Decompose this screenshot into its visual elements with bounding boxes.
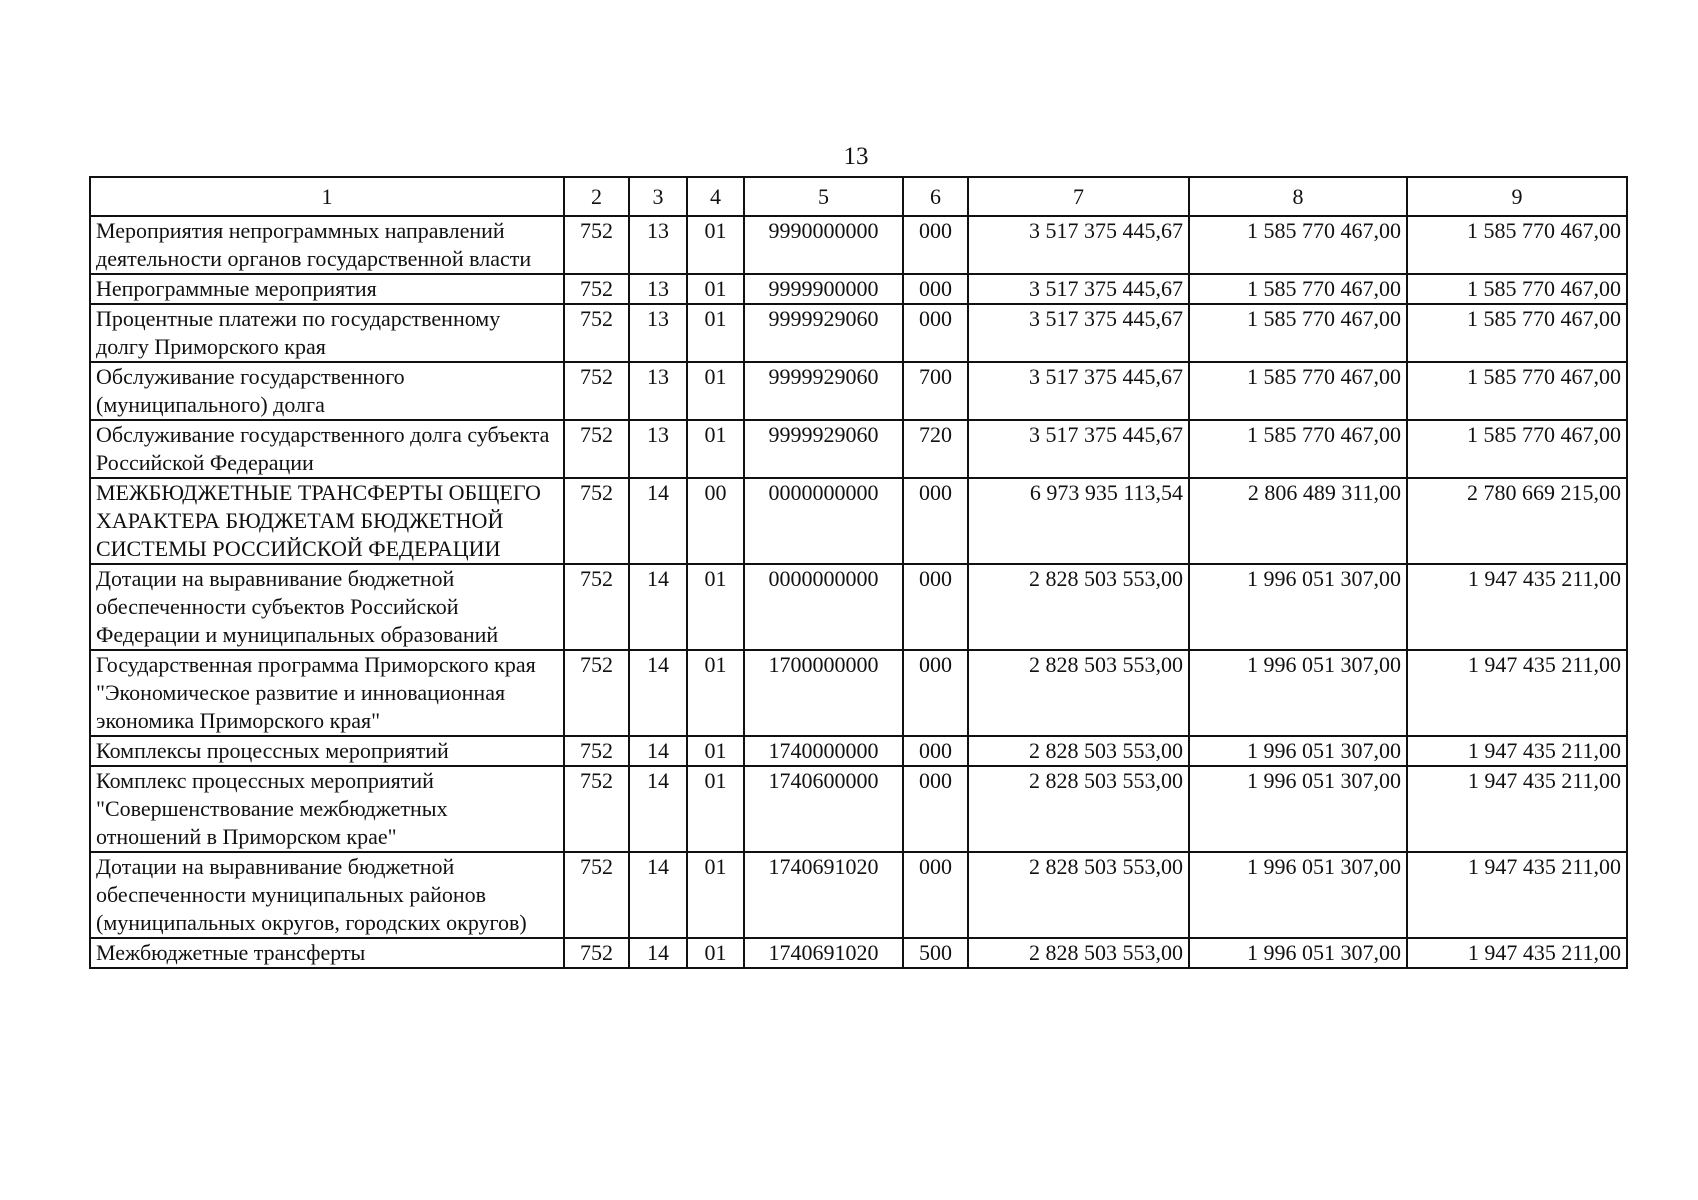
expense-type-cell: 000 xyxy=(903,564,968,650)
amount-col8-cell: 1 585 770 467,00 xyxy=(1189,420,1407,478)
grbs-code-cell: 752 xyxy=(564,304,629,362)
amount-col8-cell: 1 585 770 467,00 xyxy=(1189,216,1407,274)
amount-col8-cell: 2 806 489 311,00 xyxy=(1189,478,1407,564)
amount-col9-cell: 1 585 770 467,00 xyxy=(1407,304,1627,362)
subsection-code-cell: 01 xyxy=(687,852,744,938)
budget-table xyxy=(89,176,1628,969)
section-code-cell: 14 xyxy=(629,478,687,564)
row-name-cell: Обслуживание государственного долга субъекта Российской Федерации xyxy=(90,420,564,478)
row-name-cell: МЕЖБЮДЖЕТНЫЕ ТРАНСФЕРТЫ ОБЩЕГО ХАРАКТЕРА БЮДЖЕТАМ БЮДЖЕТНОЙ СИСТЕМЫ РОССИЙСКОЙ ФЕДЕРАЦИИ xyxy=(90,478,564,564)
amount-col7-cell: 2 828 503 553,00 xyxy=(968,736,1189,766)
grbs-code-cell: 752 xyxy=(564,420,629,478)
expense-type-cell: 000 xyxy=(903,736,968,766)
table-row xyxy=(90,852,1627,938)
table-row xyxy=(90,650,1627,736)
amount-col7-cell: 2 828 503 553,00 xyxy=(968,852,1189,938)
target-article-cell: 9990000000 xyxy=(744,216,903,274)
amount-col9-cell: 1 585 770 467,00 xyxy=(1407,216,1627,274)
page-number: 13 xyxy=(843,143,869,170)
grbs-code-cell: 752 xyxy=(564,736,629,766)
expense-type-cell: 000 xyxy=(903,650,968,736)
amount-col8-cell: 1 996 051 307,00 xyxy=(1189,766,1407,852)
column-header: 9 xyxy=(1407,177,1627,216)
grbs-code-cell: 752 xyxy=(564,650,629,736)
amount-col8-cell: 1 585 770 467,00 xyxy=(1189,274,1407,304)
column-header: 7 xyxy=(968,177,1189,216)
amount-col7-cell: 3 517 375 445,67 xyxy=(968,420,1189,478)
table-body xyxy=(90,216,1627,968)
section-code-cell: 14 xyxy=(629,938,687,968)
amount-col8-cell: 1 585 770 467,00 xyxy=(1189,304,1407,362)
subsection-code-cell: 01 xyxy=(687,274,744,304)
subsection-code-cell: 01 xyxy=(687,564,744,650)
grbs-code-cell: 752 xyxy=(564,564,629,650)
column-header: 1 xyxy=(90,177,564,216)
section-code-cell: 13 xyxy=(629,362,687,420)
grbs-code-cell: 752 xyxy=(564,766,629,852)
column-header: 3 xyxy=(629,177,687,216)
amount-col8-cell: 1 585 770 467,00 xyxy=(1189,362,1407,420)
grbs-code-cell: 752 xyxy=(564,938,629,968)
row-name-cell: Государственная программа Приморского края "Экономическое развитие и инновационная экономика Приморского края" xyxy=(90,650,564,736)
row-name-cell: Мероприятия непрограммных направлений деятельности органов государственной власти xyxy=(90,216,564,274)
amount-col7-cell: 2 828 503 553,00 xyxy=(968,650,1189,736)
target-article-cell: 9999929060 xyxy=(744,420,903,478)
amount-col9-cell: 1 947 435 211,00 xyxy=(1407,938,1627,968)
row-name-cell: Дотации на выравнивание бюджетной обеспеченности субъектов Российской Федерации и муниципальных образований xyxy=(90,564,564,650)
expense-type-cell: 000 xyxy=(903,852,968,938)
subsection-code-cell: 01 xyxy=(687,938,744,968)
row-name-cell: Процентные платежи по государственному долгу Приморского края xyxy=(90,304,564,362)
amount-col9-cell: 1 585 770 467,00 xyxy=(1407,362,1627,420)
row-name-cell: Комплексы процессных мероприятий xyxy=(90,736,564,766)
amount-col8-cell: 1 996 051 307,00 xyxy=(1189,852,1407,938)
amount-col9-cell: 1 947 435 211,00 xyxy=(1407,736,1627,766)
subsection-code-cell: 01 xyxy=(687,650,744,736)
section-code-cell: 13 xyxy=(629,216,687,274)
target-article-cell: 1740600000 xyxy=(744,766,903,852)
amount-col7-cell: 3 517 375 445,67 xyxy=(968,304,1189,362)
expense-type-cell: 000 xyxy=(903,274,968,304)
section-code-cell: 14 xyxy=(629,766,687,852)
grbs-code-cell: 752 xyxy=(564,852,629,938)
amount-col9-cell: 1 585 770 467,00 xyxy=(1407,274,1627,304)
target-article-cell: 9999929060 xyxy=(744,304,903,362)
amount-col7-cell: 2 828 503 553,00 xyxy=(968,938,1189,968)
section-code-cell: 14 xyxy=(629,736,687,766)
expense-type-cell: 000 xyxy=(903,766,968,852)
column-header: 5 xyxy=(744,177,903,216)
amount-col9-cell: 1 585 770 467,00 xyxy=(1407,420,1627,478)
target-article-cell: 1740000000 xyxy=(744,736,903,766)
table-row xyxy=(90,736,1627,766)
expense-type-cell: 000 xyxy=(903,304,968,362)
table-row xyxy=(90,216,1627,274)
header-row xyxy=(90,177,1627,216)
target-article-cell: 9999900000 xyxy=(744,274,903,304)
target-article-cell: 1740691020 xyxy=(744,852,903,938)
amount-col9-cell: 1 947 435 211,00 xyxy=(1407,852,1627,938)
subsection-code-cell: 01 xyxy=(687,766,744,852)
section-code-cell: 13 xyxy=(629,420,687,478)
subsection-code-cell: 00 xyxy=(687,478,744,564)
table-row xyxy=(90,938,1627,968)
row-name-cell: Обслуживание государственного (муниципального) долга xyxy=(90,362,564,420)
amount-col7-cell: 3 517 375 445,67 xyxy=(968,274,1189,304)
grbs-code-cell: 752 xyxy=(564,216,629,274)
column-header: 4 xyxy=(687,177,744,216)
subsection-code-cell: 01 xyxy=(687,216,744,274)
table-row xyxy=(90,362,1627,420)
subsection-code-cell: 01 xyxy=(687,362,744,420)
column-header: 8 xyxy=(1189,177,1407,216)
table-row xyxy=(90,420,1627,478)
section-code-cell: 14 xyxy=(629,650,687,736)
subsection-code-cell: 01 xyxy=(687,304,744,362)
grbs-code-cell: 752 xyxy=(564,478,629,564)
row-name-cell: Дотации на выравнивание бюджетной обеспеченности муниципальных районов (муниципальных округов, городских округов) xyxy=(90,852,564,938)
amount-col8-cell: 1 996 051 307,00 xyxy=(1189,564,1407,650)
expense-type-cell: 500 xyxy=(903,938,968,968)
grbs-code-cell: 752 xyxy=(564,362,629,420)
table-row xyxy=(90,766,1627,852)
section-code-cell: 14 xyxy=(629,852,687,938)
amount-col7-cell: 2 828 503 553,00 xyxy=(968,766,1189,852)
target-article-cell: 0000000000 xyxy=(744,478,903,564)
amount-col8-cell: 1 996 051 307,00 xyxy=(1189,938,1407,968)
column-header: 2 xyxy=(564,177,629,216)
table-row xyxy=(90,304,1627,362)
expense-type-cell: 720 xyxy=(903,420,968,478)
section-code-cell: 14 xyxy=(629,564,687,650)
amount-col8-cell: 1 996 051 307,00 xyxy=(1189,650,1407,736)
grbs-code-cell: 752 xyxy=(564,274,629,304)
section-code-cell: 13 xyxy=(629,274,687,304)
amount-col7-cell: 6 973 935 113,54 xyxy=(968,478,1189,564)
row-name-cell: Межбюджетные трансферты xyxy=(90,938,564,968)
subsection-code-cell: 01 xyxy=(687,420,744,478)
amount-col9-cell: 1 947 435 211,00 xyxy=(1407,766,1627,852)
expense-type-cell: 000 xyxy=(903,478,968,564)
amount-col7-cell: 3 517 375 445,67 xyxy=(968,362,1189,420)
target-article-cell: 1700000000 xyxy=(744,650,903,736)
table-row xyxy=(90,564,1627,650)
table-row xyxy=(90,274,1627,304)
column-header: 6 xyxy=(903,177,968,216)
target-article-cell: 0000000000 xyxy=(744,564,903,650)
target-article-cell: 1740691020 xyxy=(744,938,903,968)
amount-col9-cell: 1 947 435 211,00 xyxy=(1407,650,1627,736)
table-row xyxy=(90,478,1627,564)
expense-type-cell: 700 xyxy=(903,362,968,420)
row-name-cell: Комплекс процессных мероприятий "Совершенствование межбюджетных отношений в Приморском крае" xyxy=(90,766,564,852)
section-code-cell: 13 xyxy=(629,304,687,362)
expense-type-cell: 000 xyxy=(903,216,968,274)
amount-col9-cell: 2 780 669 215,00 xyxy=(1407,478,1627,564)
amount-col9-cell: 1 947 435 211,00 xyxy=(1407,564,1627,650)
amount-col7-cell: 2 828 503 553,00 xyxy=(968,564,1189,650)
amount-col8-cell: 1 996 051 307,00 xyxy=(1189,736,1407,766)
subsection-code-cell: 01 xyxy=(687,736,744,766)
amount-col7-cell: 3 517 375 445,67 xyxy=(968,216,1189,274)
row-name-cell: Непрограммные мероприятия xyxy=(90,274,564,304)
target-article-cell: 9999929060 xyxy=(744,362,903,420)
